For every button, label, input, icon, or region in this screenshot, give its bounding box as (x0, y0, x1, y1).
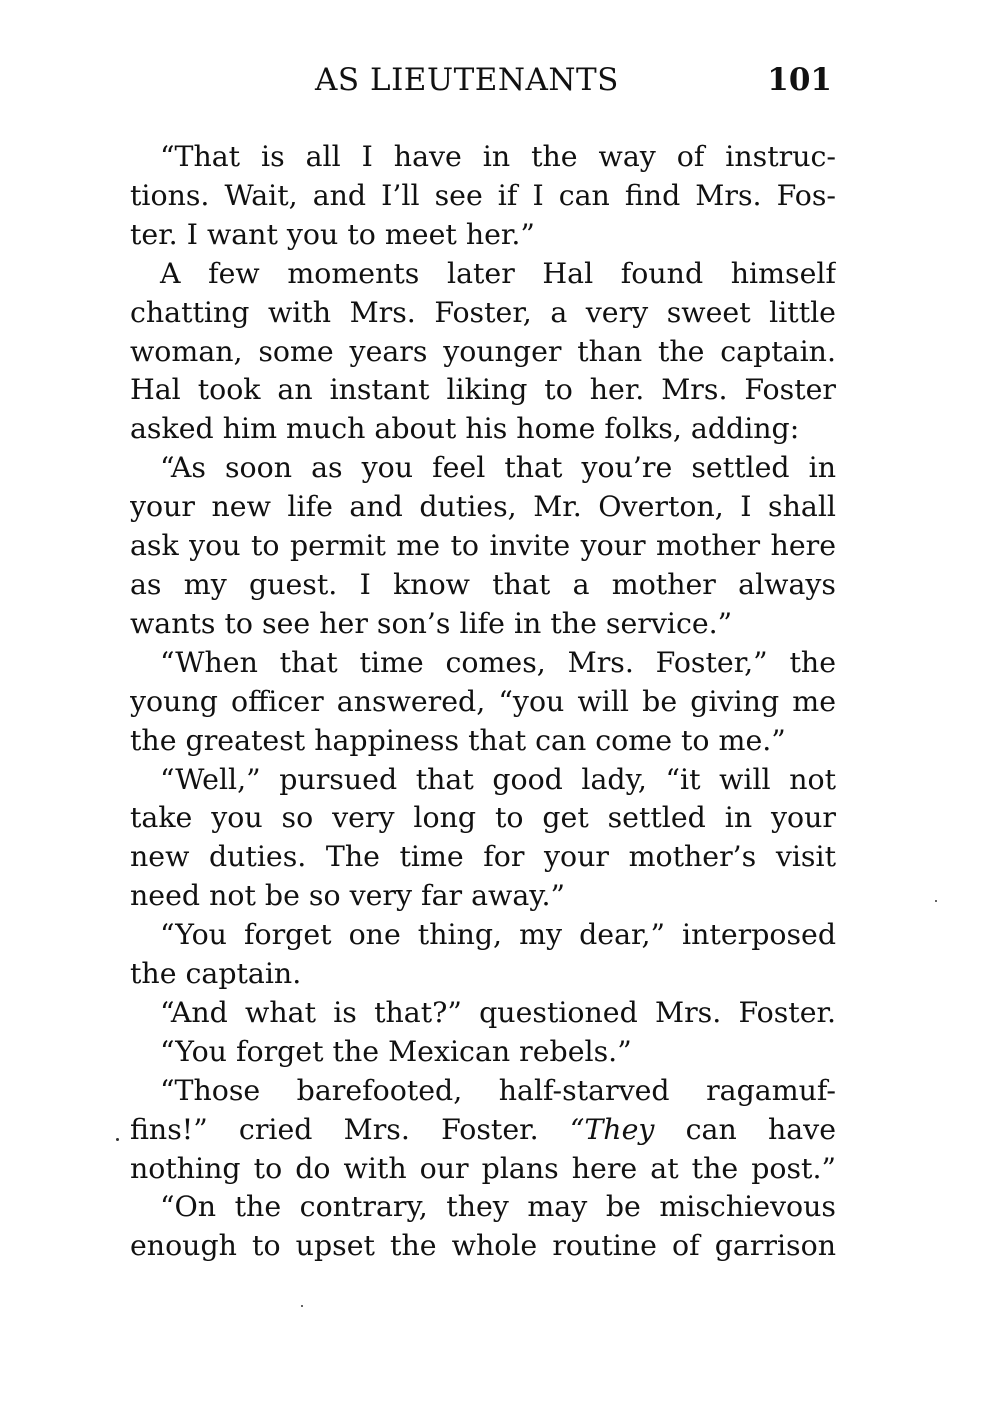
text-line: ask you to permit me to invite your mother here (130, 529, 836, 563)
text-line: new duties. The time for your mother’s visit (130, 840, 836, 874)
text-line: Hal took an instant liking to her. Mrs. Foster (130, 373, 836, 407)
text-line: enough to upset the whole routine of garrison (130, 1229, 836, 1263)
text-line: your new life and duties, Mr. Overton, I shall (130, 490, 836, 524)
text-line: “Those barefooted, half-starved ragamuf- (160, 1073, 836, 1107)
text-line: asked him much about his home folks, adding: (130, 412, 800, 446)
text-line-start: fins!” cried Mrs. Foster. (130, 1112, 570, 1146)
text-line: “When that time comes, Mrs. Foster,” the (160, 645, 836, 679)
text-line: need not be so very far away.” (130, 879, 566, 913)
text-line: young officer answered, “you will be giving me (130, 684, 836, 718)
text-line: woman, some years younger than the captain. (130, 334, 836, 368)
text-line: chatting with Mrs. Foster, a very sweet little (130, 295, 836, 329)
text-line: “That is all I have in the way of instruc- (160, 140, 836, 173)
page-number: 101 (767, 62, 832, 98)
italic-word: “They (569, 1112, 655, 1146)
text-line: “Well,” pursued that good lady, “it will not (160, 762, 836, 796)
text-line: wants to see her son’s life in the service.” (130, 606, 733, 640)
text-line: A few moments later Hal found himself (160, 256, 836, 290)
text-line: the captain. (130, 957, 302, 991)
text-line: “You forget one thing, my dear,” interposed (160, 918, 836, 952)
text-line-mixed (130, 1111, 836, 1150)
text-line: “You forget the Mexican rebels.” (160, 1034, 632, 1068)
print-speck (116, 1138, 119, 1141)
text-line-end: can have (654, 1112, 836, 1146)
text-line: “And what is that?” questioned Mrs. Foster. (160, 995, 836, 1029)
text-line: take you so very long to get settled in your (130, 801, 836, 835)
text-line: ter. I want you to meet her.” (130, 217, 535, 251)
text-line: as my guest. I know that a mother always (130, 567, 836, 601)
text-line: tions. Wait, and I’ll see if I can find Mrs. Fos- (130, 178, 836, 212)
text-line: nothing to do with our plans here at the post.” (130, 1151, 836, 1185)
text-line: “On the contrary, they may be mischievous (160, 1190, 836, 1224)
body-text (130, 138, 836, 1266)
running-head (130, 58, 836, 102)
text-line: the greatest happiness that can come to me.” (130, 723, 786, 757)
text-line: “As soon as you feel that you’re settled in (160, 451, 836, 485)
print-speck (935, 900, 937, 902)
print-speck (301, 1305, 303, 1307)
running-title: AS LIEUTENANTS (315, 62, 619, 98)
